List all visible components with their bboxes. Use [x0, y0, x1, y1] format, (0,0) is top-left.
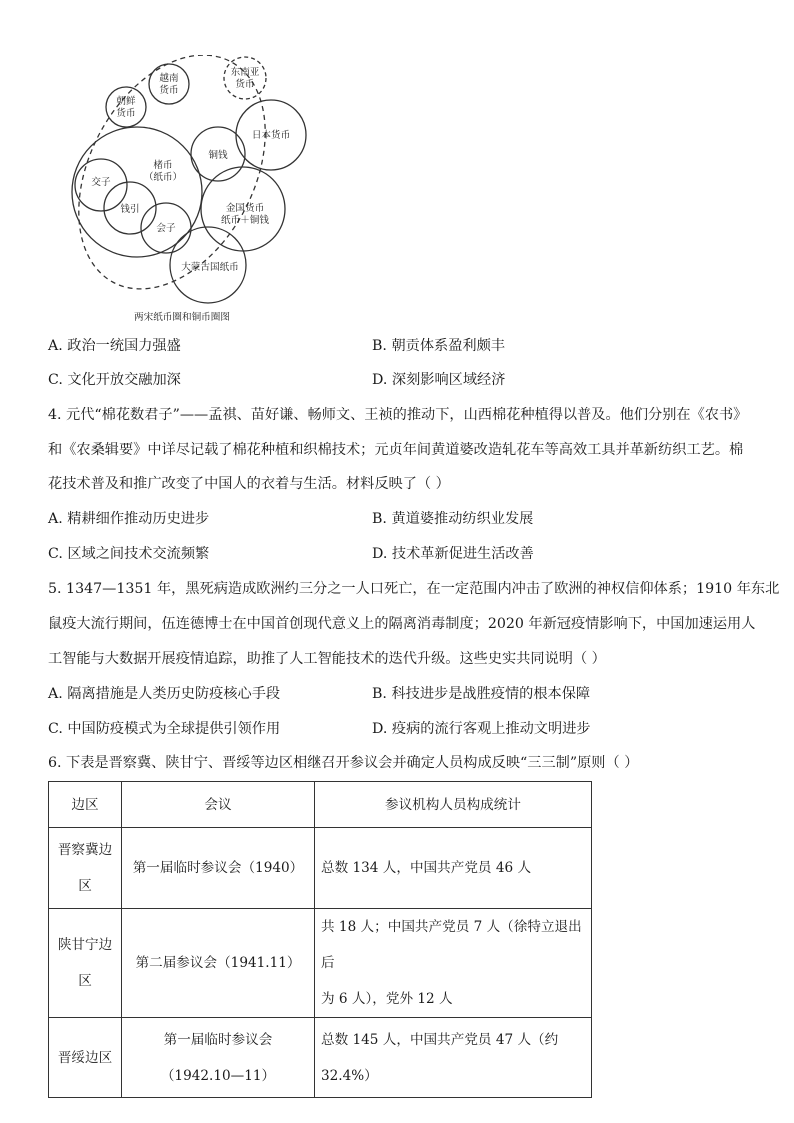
huizi-label: 会子: [156, 223, 176, 234]
currency-circle-diagram: [60, 55, 320, 330]
vietnam-circle: [149, 64, 189, 104]
mongol-label: 大蒙古国纸币: [181, 262, 239, 273]
korea-label-1: 朝鲜: [116, 96, 136, 107]
stats-line: 32.4%）: [321, 1067, 378, 1084]
q4-option-d: D. 技术革新促进生活改善: [372, 546, 534, 562]
row-meeting: [122, 1018, 315, 1098]
japan-label: 日本货币: [251, 130, 291, 141]
q6-table: [48, 781, 592, 1098]
meeting-line: （1942.10—11）: [160, 1067, 276, 1084]
q5-stem-line-1: 5. 1347—1351 年，黑死病造成欧洲约三分之一人口死亡，在一定范围内冲击了欧洲的神权信仰体系；1910 年东北: [48, 581, 780, 597]
table-row: [49, 1018, 592, 1098]
chubi-label-1: 楮币: [153, 160, 173, 171]
row-stats: [315, 828, 592, 909]
southeast-asia-circle: [224, 57, 266, 99]
jin-label-1: 金国货币: [225, 203, 265, 214]
q4-stem-line-3: 花技术普及和推广改变了中国人的衣着与生活。材料反映了（ ）: [48, 476, 450, 492]
row-meeting: [122, 909, 315, 1018]
korea-label-2: 货币: [116, 108, 136, 119]
q5-option-d: D. 疫病的流行客观上推动文明进步: [372, 721, 591, 737]
table-header-row: [49, 782, 592, 828]
qianyin-label: 钱引: [120, 204, 140, 215]
q3-option-d: D. 深刻影响区域经济: [372, 372, 506, 388]
vietnam-label-2: 货币: [159, 85, 179, 96]
row-region: [49, 1018, 122, 1098]
korea-circle: [106, 87, 146, 127]
row-stats: [315, 1018, 592, 1098]
q5-option-c: C. 中国防疫模式为全球提供引领作用: [48, 721, 281, 737]
stats-line: 共 18 人；中国共产党员 7 人（徐特立退出后: [321, 919, 582, 971]
table-row: [49, 909, 592, 1018]
q4-stem-line-2: 和《农桑辑要》中详尽记载了棉花种植和织棉技术；元贞年间黄道婆改造轧花车等高效工具并革新纺织工艺。棉: [48, 442, 744, 458]
region-line: 陕甘宁边: [57, 937, 113, 953]
stats-line: 为 6 人），党外 12 人: [321, 991, 453, 1007]
stats-line: 总数 145 人，中国共产党员 47 人（约: [321, 1031, 559, 1048]
copper-label: 铜钱: [208, 150, 228, 161]
meeting-line: 第一届临时参议会: [163, 1031, 273, 1048]
header-region: 边区: [49, 782, 122, 828]
row-stats: [315, 909, 592, 1018]
q5-option-b: B. 科技进步是战胜疫情的根本保障: [372, 686, 591, 702]
diagram-caption: 两宋纸币圈和铜币圈图: [134, 312, 230, 323]
q5-stem-line-2: 鼠疫大流行期间，伍连德博士在中国首创现代意义上的隔离消毒制度；2020 年新冠疫情影响下，中国加速运用人: [48, 616, 756, 632]
region-line: 晋绥边区: [57, 1049, 113, 1066]
header-stats: 参议机构人员构成统计: [315, 782, 592, 828]
vietnam-label-1: 越南: [159, 73, 179, 84]
row-region: [49, 909, 122, 1018]
q4-option-b: B. 黄道婆推动纺织业发展: [372, 511, 534, 527]
q3-option-a: A. 政治一统国力强盛: [48, 338, 181, 354]
meeting-line: 第一届临时参议会（1940）: [132, 860, 304, 876]
jin-label-2: 纸币＋铜钱: [221, 215, 269, 226]
region-line: 区: [78, 878, 92, 894]
q5-stem-line-3: 工智能与大数据开展疫情追踪，助推了人工智能技术的迭代升级。这些史实共同说明（ ）: [48, 651, 606, 667]
chubi-label-2: （纸币）: [143, 172, 183, 183]
southeast-asia-label-2: 货币: [235, 79, 255, 90]
region-line: 区: [78, 973, 92, 989]
row-meeting: [122, 828, 315, 909]
q3-option-c: C. 文化开放交融加深: [48, 372, 181, 388]
q3-option-b: B. 朝贡体系盈利颇丰: [372, 338, 505, 354]
q6-stem: 6. 下表是晋察冀、陕甘宁、晋绥等边区相继召开参议会并确定人员构成反映“三三制”原则（ ）: [48, 755, 639, 771]
jiaozi-label: 交子: [91, 177, 111, 188]
region-line: 晋察冀边: [57, 842, 113, 858]
row-region: [49, 828, 122, 909]
meeting-line: 第二届参议会（1941.11）: [135, 955, 301, 971]
q4-option-c: C. 区域之间技术交流频繁: [48, 546, 210, 562]
table-row: [49, 828, 592, 909]
q4-option-a: A. 精耕细作推动历史进步: [48, 511, 210, 527]
q5-option-a: A. 隔离措施是人类历史防疫核心手段: [48, 686, 281, 702]
q4-stem-line-1: 4. 元代“棉花数君子”——孟祺、苗好谦、畅师文、王祯的推动下，山西棉花种植得以普及。他们分别在《农书》: [48, 407, 748, 423]
stats-line: 总数 134 人，中国共产党员 46 人: [321, 860, 532, 876]
header-meeting: 会议: [122, 782, 315, 828]
southeast-asia-label-1: 东南亚: [230, 67, 260, 78]
